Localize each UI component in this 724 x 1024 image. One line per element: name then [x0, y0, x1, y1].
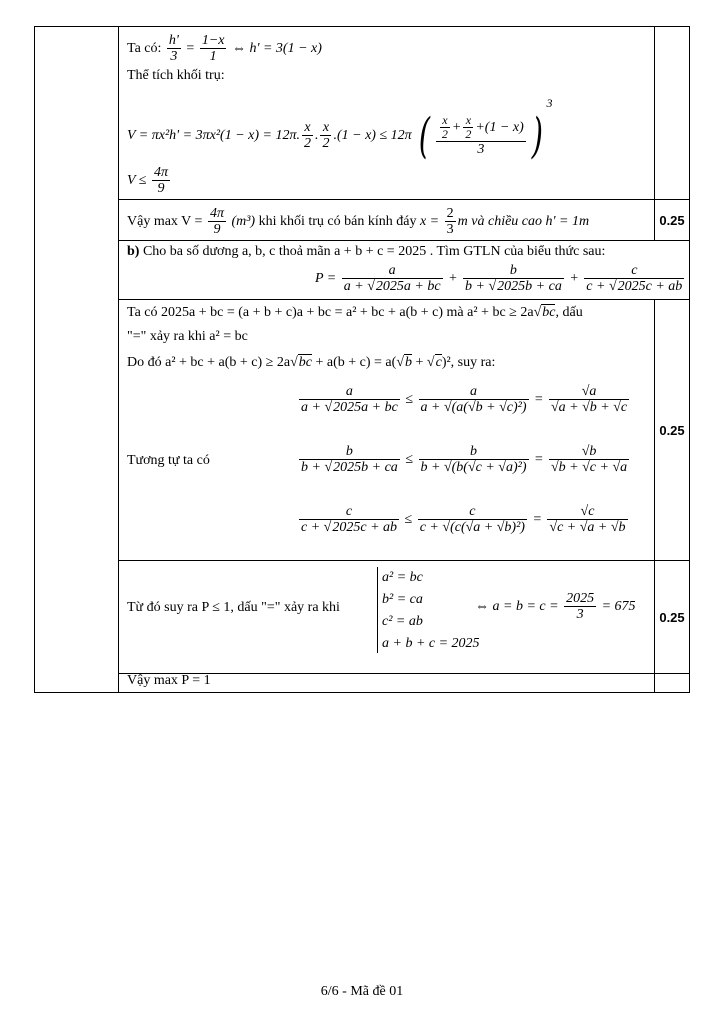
- part-b-statement-cell: [119, 241, 690, 300]
- system-brace: [377, 567, 378, 653]
- p-expression: P = $\frac{a}{a + √2025a + bc}$ + $\frac{b}{b + √2025b + ca}$ + $\frac{c}{c + √2025c + ab}$: [315, 263, 683, 295]
- volume-inequality: V = πx²h' = 3πx²(1 − x) = 12π. $\frac{x}{2}$ . $\frac{x}{2}$ .(1 − x) ≤ 12π ( $\frac{x}{2}$ + $\frac{x}{2}$ +(1 − x) 3 )$^3$: [127, 96, 553, 164]
- equality-result: ⇔ a = b = c = $\frac{2025}{3}$ = 675: [475, 591, 636, 623]
- part-a-work-cell: [119, 27, 655, 200]
- page-footer: 6/6 - Mã đề 01: [320, 984, 404, 999]
- answer-table: [34, 26, 690, 693]
- part-a-score-empty: [655, 27, 690, 200]
- part-a-score: 0.25: [655, 200, 690, 241]
- equality-score: 0.25: [655, 561, 690, 674]
- ta-co-line: Ta có: $\frac{h'}{3}$ = $\frac{1-x}{1}$ ⇔ h' = 3(1 − x): [127, 33, 322, 65]
- inequality-b: $\frac{b}{b + √2025b + ca}$ ≤ $\frac{b}{\text{b + √(b(√c + √a)²)}}$ = $\frac{√b}{√b + √c + √a}$: [301, 444, 628, 476]
- similarly-label: Tương tự ta có: [127, 453, 210, 468]
- volume-heading: Thể tích khối trụ:: [127, 68, 225, 83]
- equality-condition: Từ đó suy ra P ≤ 1, dấu "=" xảy ra khi: [127, 600, 340, 615]
- final-score-empty: [655, 674, 690, 693]
- proof-line-1: Ta có 2025a + bc = (a + b + c)a + bc = a² + bc + a(b + c) mà a² + bc ≥ 2a√bc, dấu: [127, 305, 583, 320]
- inequality-a: $\frac{a}{a + √2025a + bc}$ ≤ $\frac{a}{\text{a + √(a(√b + √c)²)}}$ = $\frac{√a}{√a + √b + √c}$: [301, 384, 628, 416]
- part-b-statement: b) Cho ba số dương a, b, c thoả mãn a + b + c = 2025 . Tìm GTLN của biểu thức sau:: [127, 244, 606, 259]
- equality-case-cell: [119, 561, 655, 674]
- part-b-proof-score: 0.25: [655, 300, 690, 561]
- question-number-cell: [35, 27, 119, 693]
- final-cell: [119, 674, 655, 693]
- equation-system: a² = bc b² = ca c² = ab a + b + c = 2025: [382, 570, 480, 651]
- final-answer: Vậy max P = 1: [127, 673, 211, 688]
- proof-line-2: "=" xảy ra khi a² = bc: [127, 329, 248, 344]
- proof-line-3: Do đó a² + bc + a(b + c) ≥ 2a√bc + a(b + c) = a(√b + √c)², suy ra:: [127, 355, 496, 370]
- part-b-proof-cell: [119, 300, 655, 561]
- volume-bound: V ≤ $\frac{4\pi}{9}$: [127, 165, 168, 197]
- max-volume-conclusion: Vậy max V = $\frac{4\pi}{9}$ (m³) khi khối trụ có bán kính đáy x = $\frac{2}{3}$ m và chiều cao h' = 1m: [127, 206, 590, 238]
- inequality-c: $\frac{c}{c + √2025c + ab}$ ≤ $\frac{c}{\text{c + √(c(√a + √b)²)}}$ = $\frac{√c}{√c + √a + √b}$: [301, 504, 626, 536]
- part-a-conclusion-cell: [119, 200, 655, 241]
